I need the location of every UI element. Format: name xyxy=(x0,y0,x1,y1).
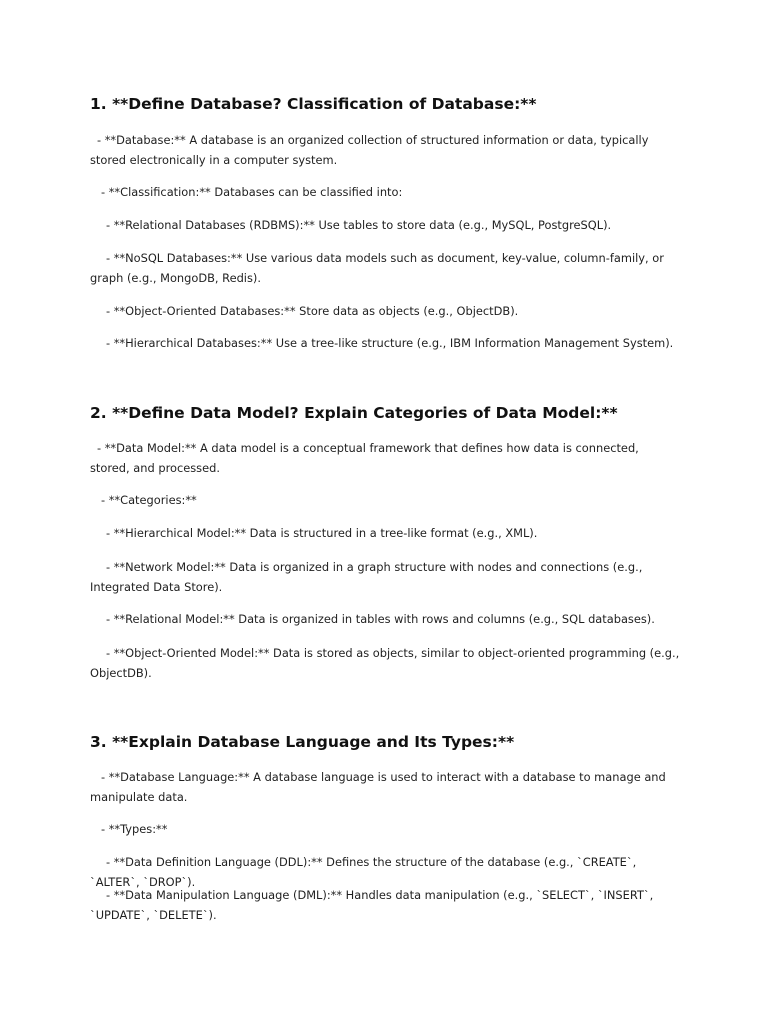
section-2-paragraph-1: - **Data Model:** A data model is a conceptual framework that defines how data is connected, stored, and processed. xyxy=(90,441,639,475)
section-1-paragraph-3: - **Relational Databases (RDBMS):** Use tables to store data (e.g., MySQL, PostgreSQL). xyxy=(106,218,612,232)
section-2-paragraph-6: - **Object-Oriented Model:** Data is stored as objects, similar to object-oriented programming (e.g., ObjectDB). xyxy=(90,646,680,680)
section-2-paragraph-4: - **Network Model:** Data is organized in a graph structure with nodes and connections (e.g., Integrated Data Store). xyxy=(90,560,643,594)
section-3-paragraph-3: - **Data Definition Language (DDL):** Defines the structure of the database (e.g., `CREATE`, `ALTER`, `DROP`). xyxy=(90,855,637,889)
section-3-heading: 3. **Explain Database Language and Its Types:** xyxy=(90,733,515,751)
section-3-paragraph-2: - **Types:** xyxy=(101,822,168,836)
section-1-paragraph-1: - **Database:** A database is an organized collection of structured information or data, typically stored electronically in a computer system. xyxy=(90,133,649,167)
section-2-paragraph-5: - **Relational Model:** Data is organized in tables with rows and columns (e.g., SQL databases). xyxy=(106,612,655,626)
section-2-heading: 2. **Define Data Model? Explain Categories of Data Model:** xyxy=(90,404,618,422)
section-2-paragraph-3: - **Hierarchical Model:** Data is structured in a tree-like format (e.g., XML). xyxy=(106,526,538,540)
section-2-paragraph-2: - **Categories:** xyxy=(101,493,197,507)
section-3-paragraph-1: - **Database Language:** A database language is used to interact with a database to manage and manipulate data. xyxy=(90,770,666,804)
section-3-paragraph-4: - **Data Manipulation Language (DML):** Handles data manipulation (e.g., `SELECT`, `INSERT`, `UPDATE`, `DELETE`). xyxy=(90,888,654,922)
section-1-paragraph-6: - **Hierarchical Databases:** Use a tree-like structure (e.g., IBM Information Management System). xyxy=(106,336,674,350)
section-1-heading: 1. **Define Database? Classification of Database:** xyxy=(90,95,537,113)
section-1-paragraph-2: - **Classification:** Databases can be classified into: xyxy=(101,185,403,199)
section-1-paragraph-5: - **Object-Oriented Databases:** Store data as objects (e.g., ObjectDB). xyxy=(106,304,519,318)
section-1-paragraph-4: - **NoSQL Databases:** Use various data models such as document, key-value, column-family, or graph (e.g., MongoDB, Redis). xyxy=(90,251,664,285)
